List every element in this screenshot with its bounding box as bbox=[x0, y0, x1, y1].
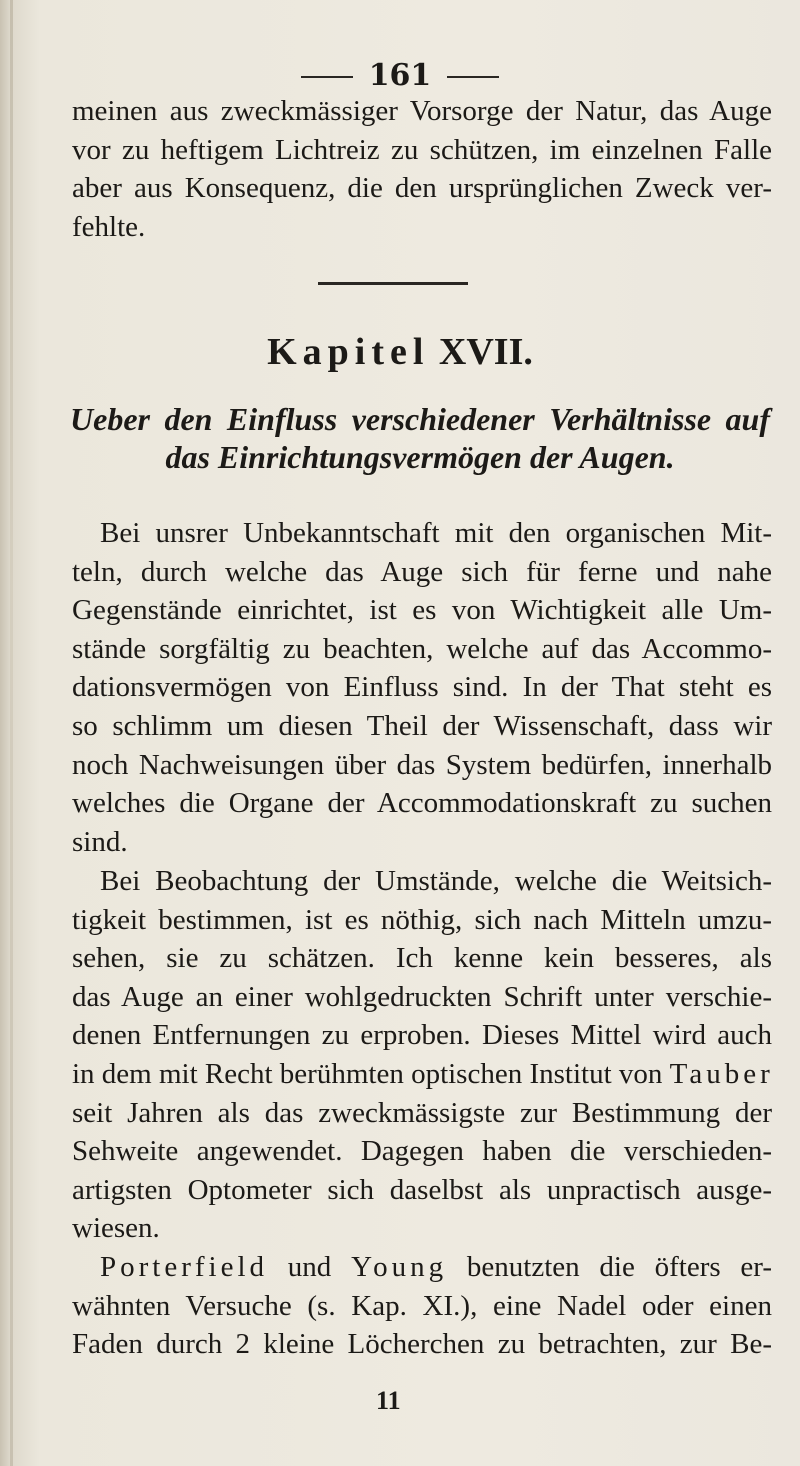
section-separator bbox=[318, 282, 468, 285]
text-line: dationsvermögen von Einfluss sind. In der That steht es bbox=[72, 671, 772, 704]
text-line: teln, durch welche das Auge sich für ferne und nahe bbox=[72, 555, 772, 588]
text-line bbox=[72, 1248, 772, 1287]
text-line: fehlte. bbox=[72, 210, 146, 243]
paragraph-2 bbox=[72, 862, 772, 1248]
text-line: sind. bbox=[72, 825, 128, 858]
text-line: tigkeit bestimmen, ist es nöthig, sich nach Mitteln umzu- bbox=[72, 903, 772, 936]
chapter-heading bbox=[0, 330, 800, 374]
text-line: wiesen. bbox=[72, 1212, 160, 1245]
person-name-young: Young bbox=[351, 1251, 448, 1283]
text-segment: benutzten die öfters er- bbox=[466, 1251, 773, 1283]
header-dash-left bbox=[301, 76, 353, 78]
text-line: sehen, sie zu schätzen. Ich kenne kein besseres, als bbox=[72, 942, 772, 975]
text-line: Gegenstände einrichtet, ist es von Wichtigkeit alle Um- bbox=[72, 594, 772, 627]
text-line: so schlimm um diesen Theil der Wissenschaft, dass wir bbox=[72, 709, 772, 742]
binding-gutter bbox=[10, 0, 13, 1466]
person-name-porterfield: Porterfield bbox=[100, 1251, 269, 1283]
text-line: wähnten Versuche (s. Kap. XI.), eine Nadel oder einen bbox=[72, 1289, 772, 1322]
text-line: Sehweite angewendet. Dagegen haben die verschieden- bbox=[72, 1135, 772, 1168]
text-segment: in dem mit Recht berühmten optischen Institut von bbox=[72, 1057, 663, 1090]
person-name-tauber: Tauber bbox=[669, 1057, 774, 1090]
text-line: noch Nachweisungen über das System bedürfen, innerhalb bbox=[72, 748, 772, 781]
text-line: meinen aus zweckmässiger Vorsorge der Natur, das Auge bbox=[72, 95, 772, 127]
page-header bbox=[0, 58, 800, 93]
chapter-title-line: das Einrichtungsvermögen der Augen. bbox=[165, 439, 675, 475]
paragraph-3 bbox=[72, 1248, 772, 1364]
intro-paragraph bbox=[72, 92, 772, 246]
text-line: vor zu heftigem Lichtreiz zu schützen, im einzelnen Falle bbox=[72, 133, 772, 166]
chapter-title bbox=[70, 400, 770, 476]
header-dash-right bbox=[447, 76, 499, 78]
text-line: denen Entfernungen zu erproben. Dieses Mittel wird auch bbox=[72, 1019, 772, 1052]
printer-signature: 11 bbox=[376, 1386, 401, 1415]
text-line: seit Jahren als das zweckmässigste zur Bestimmung der bbox=[72, 1096, 772, 1129]
text-line: aber aus Konsequenz, die den ursprünglichen Zweck ver- bbox=[72, 172, 772, 205]
text-line: artigsten Optometer sich daselbst als unpractisch ausge- bbox=[72, 1173, 772, 1206]
text-line: Faden durch 2 kleine Löcherchen zu betrachten, zur Be- bbox=[72, 1328, 772, 1361]
text-line: Bei unsrer Unbekanntschaft mit den organischen Mit- bbox=[100, 517, 772, 549]
text-line: das Auge an einer wohlgedruckten Schrift unter verschie- bbox=[72, 980, 772, 1013]
text-segment: und bbox=[287, 1251, 332, 1283]
paragraph-1 bbox=[72, 514, 772, 861]
text-line: stände sorgfältig zu beachten, welche auf das Accommo- bbox=[72, 632, 772, 665]
text-line bbox=[72, 1055, 772, 1094]
chapter-title-line: Ueber den Einfluss verschiedener Verhältnisse auf bbox=[70, 401, 770, 437]
text-line: Bei Beobachtung der Umstände, welche die Weitsich- bbox=[100, 865, 772, 897]
page-number: 161 bbox=[368, 58, 432, 93]
text-line: welches die Organe der Accommodationskraft zu suchen bbox=[72, 787, 772, 820]
chapter-label: Kapitel bbox=[267, 331, 430, 373]
chapter-number: XVII. bbox=[438, 331, 533, 373]
